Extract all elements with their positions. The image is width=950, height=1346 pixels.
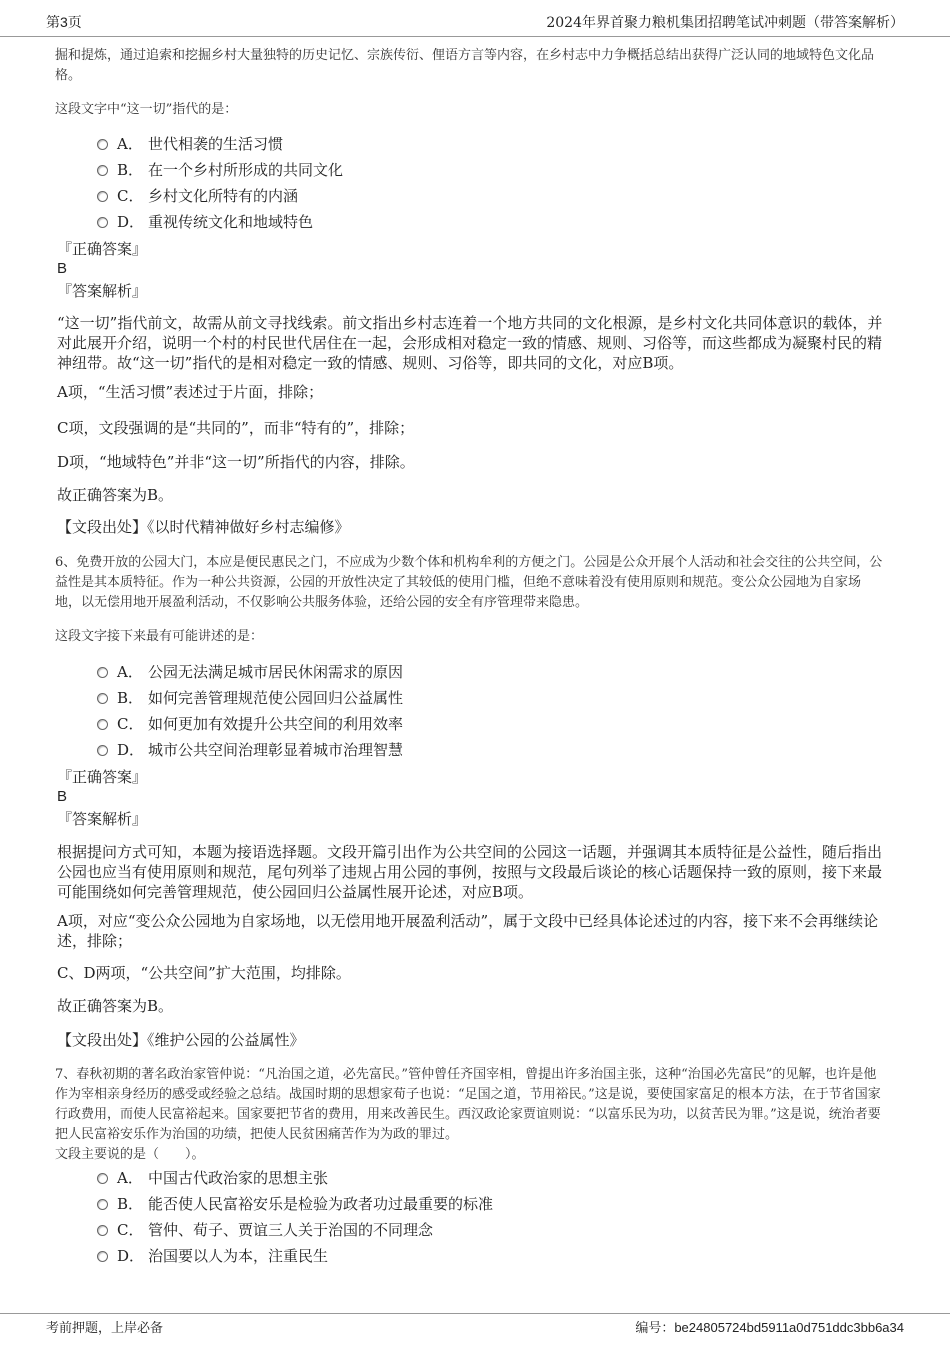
radio-icon[interactable] [97, 719, 108, 730]
q5-analysis-a: A项，“生活习惯”表述过于片面，排除； [57, 383, 324, 401]
page-number: 第3页 [46, 14, 82, 30]
q6-option-a[interactable]: A． 公园无法满足城市居民休闲需求的原因 [97, 661, 403, 683]
q6-conclusion: 故正确答案为B。 [57, 997, 174, 1015]
q7-option-d[interactable]: D． 治国要以人为本，注重民生 [97, 1245, 328, 1267]
radio-icon[interactable] [97, 191, 108, 202]
q5-answer: B [57, 260, 68, 277]
q6-question: 这段文字接下来最有可能讲述的是： [55, 629, 264, 644]
q6-analysis-main: 根据提问方式可知，本题为接语选择题。文段开篇引出作为公共空间的公园这一话题，并强调其本质特征是公益性，随后指出公园也应当有使用原则和规范，尾句列举了违规占用公园的事例，按照与文段最后谈论的核心话题保持一致的原则，接下来最可能围绕如何完善管理规范，使公园回归公益属性展开论述，对应B项。 [57, 843, 883, 901]
q5-analysis-d: D项，“地域特色”并非“这一切”所指代的内容，排除。 [57, 453, 415, 471]
radio-icon[interactable] [97, 139, 108, 150]
q6-analysis-a: A项，对应“变公众公园地为自家场地，以无偿用地开展盈利活动”，属于文段中已经具体论述过的内容，接下来不会再继续论述，排除； [57, 912, 879, 950]
radio-icon[interactable] [97, 745, 108, 756]
q6-passage: 6、免费开放的公园大门，本应是便民惠民之门，不应成为少数个体和机构牟利的方便之门。公园是公众开展个人活动和社会交往的公共空间，公益性是其本质特征。作为一种公共资源，公园的开放性决定了其较低的使用门槛，但绝不意味着没有使用原则和规范。变公众公园地为自家场地，以无偿用地开展盈利活动，不仅影响公共服务体验，还给公园的安全有序管理带来隐患。 [55, 555, 883, 610]
q7-question: 文段主要说的是（ ）。 [55, 1147, 205, 1162]
q5-analysis-label: 『答案解析』 [57, 282, 148, 300]
radio-icon[interactable] [97, 217, 108, 228]
q6-option-c[interactable]: C． 如何更加有效提升公共空间的利用效率 [97, 713, 403, 735]
q6-analysis-label: 『答案解析』 [57, 810, 148, 828]
q5-source: 【文段出处】《以时代精神做好乡村志编修》 [57, 518, 350, 536]
q7-option-b[interactable]: B． 能否使人民富裕安乐是检验为政者功过最重要的标准 [97, 1193, 493, 1215]
q6-answer: B [57, 788, 68, 805]
q5-option-b[interactable]: B． 在一个乡村所形成的共同文化 [97, 159, 343, 181]
q6-analysis-cd: C、D两项，“公共空间”扩大范围，均排除。 [57, 964, 351, 982]
q6-option-d[interactable]: D． 城市公共空间治理彰显着城市治理智慧 [97, 739, 403, 761]
page-footer [0, 1313, 950, 1346]
q6-source: 【文段出处】《维护公园的公益属性》 [57, 1031, 305, 1049]
q6-answer-label: 『正确答案』 [57, 768, 148, 786]
radio-icon[interactable] [97, 693, 108, 704]
q5-analysis-main: “这一切”指代前文，故需从前文寻找线索。前文指出乡村志连着一个地方共同的文化根源，是乡村文化共同体意识的载体，并对此展开介绍，说明一个村的村民世代居住在一起，会形成相对稳定一致的情感、规则、习俗等，而这些都成为凝聚村民的精神纽带。故“这一切”指代的是相对稳定一致的情感、规则、习俗等，即共同的文化，对应B项。 [57, 314, 883, 372]
page-header [0, 0, 950, 37]
q5-option-a[interactable]: A． 世代相袭的生活习惯 [97, 133, 283, 155]
radio-icon[interactable] [97, 1251, 108, 1262]
q5-option-c[interactable]: C． 乡村文化所特有的内涵 [97, 185, 298, 207]
footer-slogan: 考前押题，上岸必备 [46, 1321, 164, 1336]
q5-analysis-c: C项，文段强调的是“共同的”，而非“特有的”，排除； [57, 419, 415, 437]
q5-option-d[interactable]: D． 重视传统文化和地域特色 [97, 211, 313, 233]
radio-icon[interactable] [97, 1225, 108, 1236]
q6-option-b[interactable]: B． 如何完善管理规范使公园回归公益属性 [97, 687, 403, 709]
radio-icon[interactable] [97, 1173, 108, 1184]
radio-icon[interactable] [97, 1199, 108, 1210]
radio-icon[interactable] [97, 667, 108, 678]
q7-option-a[interactable]: A． 中国古代政治家的思想主张 [97, 1167, 328, 1189]
document-title: 2024年界首聚力粮机集团招聘笔试冲刺题（带答案解析） [546, 15, 904, 31]
q5-passage-end: 掘和提炼，通过追索和挖掘乡村大量独特的历史记忆、宗族传衍、俚语方言等内容，在乡村志中力争概括总结出获得广泛认同的地域特色文化品格。 [55, 48, 875, 83]
q7-option-c[interactable]: C． 管仲、荀子、贾谊三人关于治国的不同理念 [97, 1219, 433, 1241]
q5-conclusion: 故正确答案为B。 [57, 486, 174, 504]
radio-icon[interactable] [97, 165, 108, 176]
q5-question: 这段文字中“这一切”指代的是： [55, 102, 238, 117]
q5-answer-label: 『正确答案』 [57, 240, 148, 258]
q7-passage: 7、春秋初期的著名政治家管仲说：“凡治国之道，必先富民。”管仲曾任齐国宰相，曾提出许多治国主张，这种“治国必先富民”的见解，也许是他作为宰相亲身经历的感受或经验之总结。战国时期的思想家荀子也说：“足国之道，节用裕民。”这是说，要使国家富足的根本方法，在于节省国家行政费用，而使人民富裕起来。国家要把节省的费用，用来改善民生。西汉政论家贾谊则说：“以富乐民为功，以贫苦民为罪。”这是说，统治者要把人民富裕安乐作为治国的功绩，把使人民贫困痛苦作为为政的罪过。 [55, 1067, 881, 1142]
footer-code: 编号：be24805724bd5911a0d751ddc3bb6a34 [635, 1320, 904, 1336]
